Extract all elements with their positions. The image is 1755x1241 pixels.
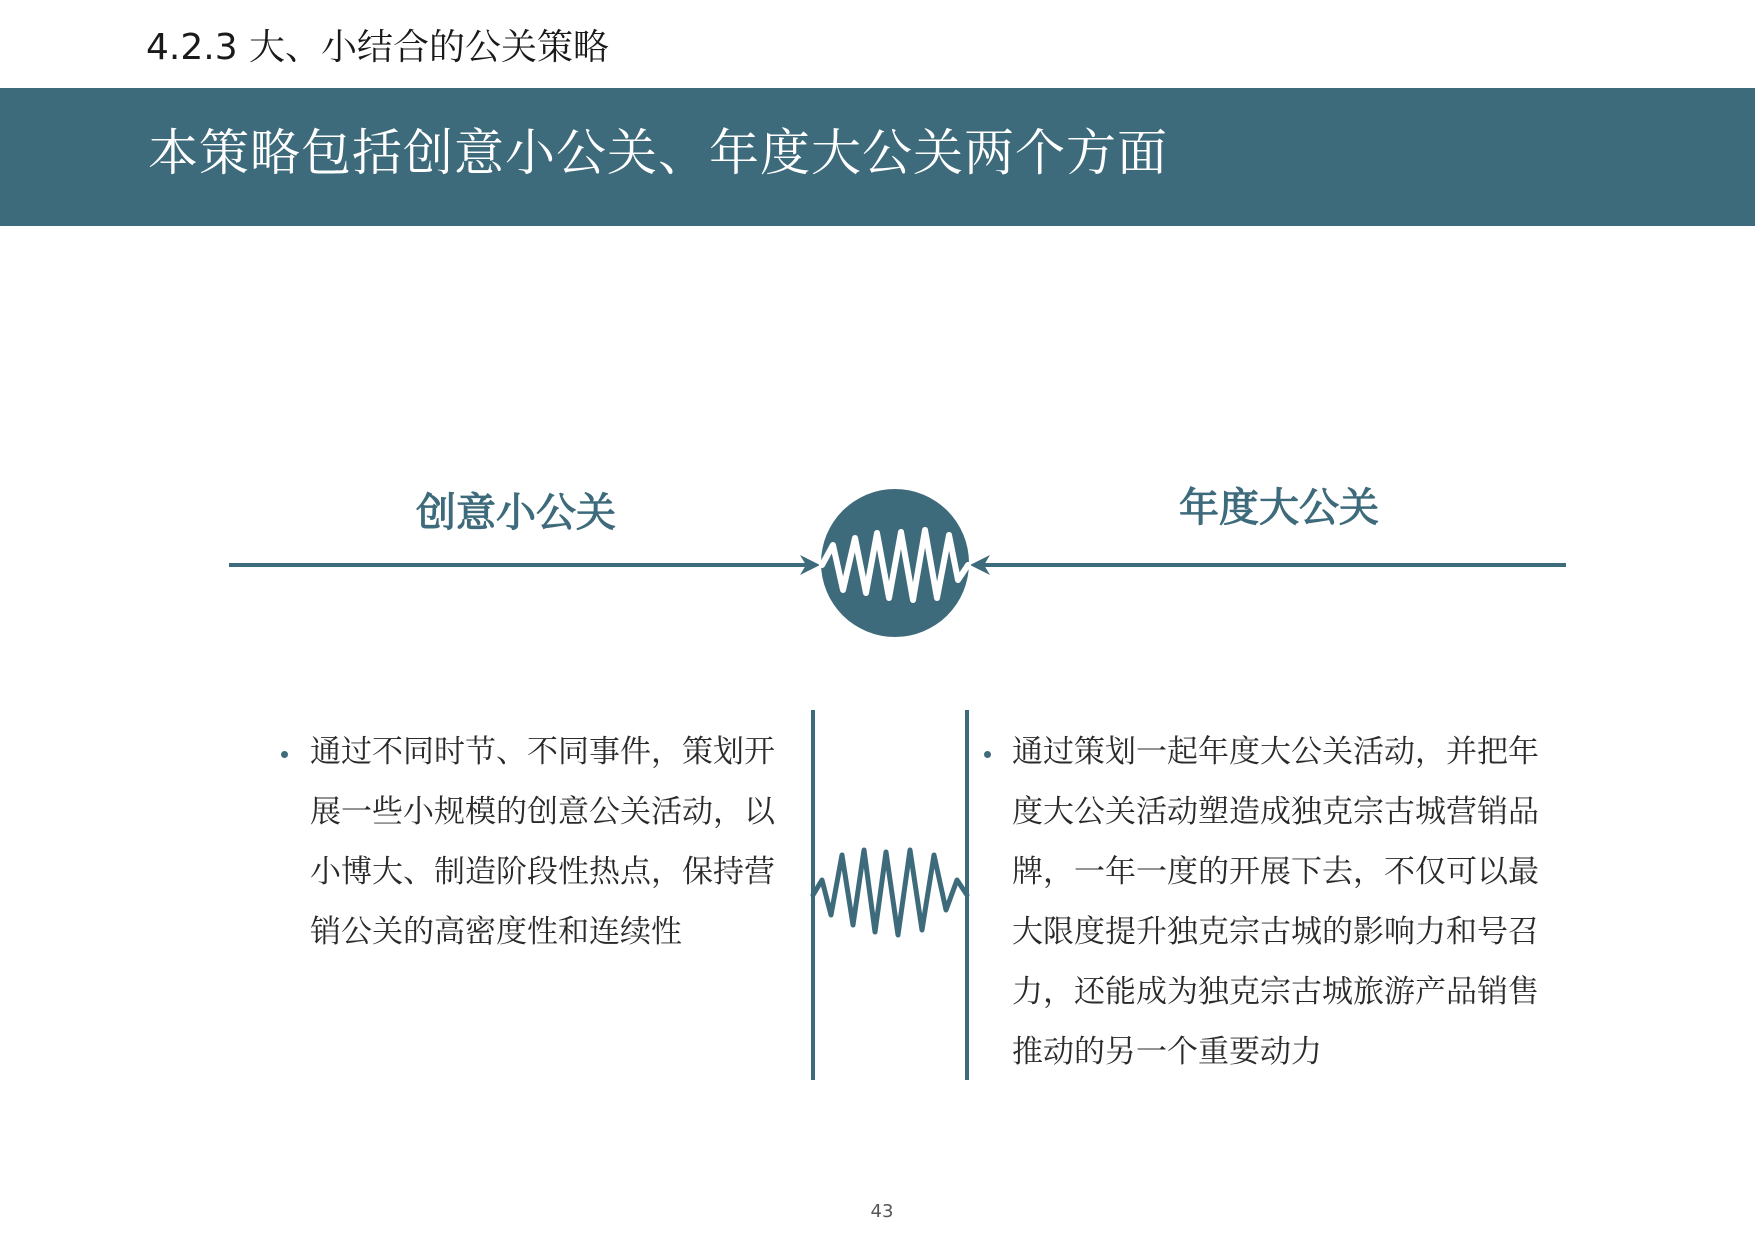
bullet-dot — [984, 751, 991, 758]
annual-pr-description: 通过策划一起年度大公关活动，并把年度大公关活动塑造成独克宗古城营销品牌，一年一度的开展下去，不仅可以最大限度提升独克宗古城的影响力和号召力，还能成为独克宗古城旅游产品销售推动的另一个重要动力 — [1012, 734, 1539, 1070]
creative-pr-description: 通过不同时节、不同事件，策划开展一些小规模的创意公关活动，以小博大、制造阶段性热点，保持营销公关的高密度性和连续性 — [310, 734, 775, 950]
heading-creative-pr: 创意小公关 — [416, 490, 616, 536]
waveform-circle-icon — [821, 489, 969, 637]
bullet-dot — [281, 751, 288, 758]
banner-title: 本策略包括创意小公关、年度大公关两个方面 — [148, 124, 1168, 182]
page-number: 43 — [870, 1201, 894, 1222]
waveform-icon — [813, 850, 967, 935]
heading-annual-pr: 年度大公关 — [1179, 485, 1379, 531]
section-title: 4.2.3 大、小结合的公关策略 — [146, 27, 610, 68]
